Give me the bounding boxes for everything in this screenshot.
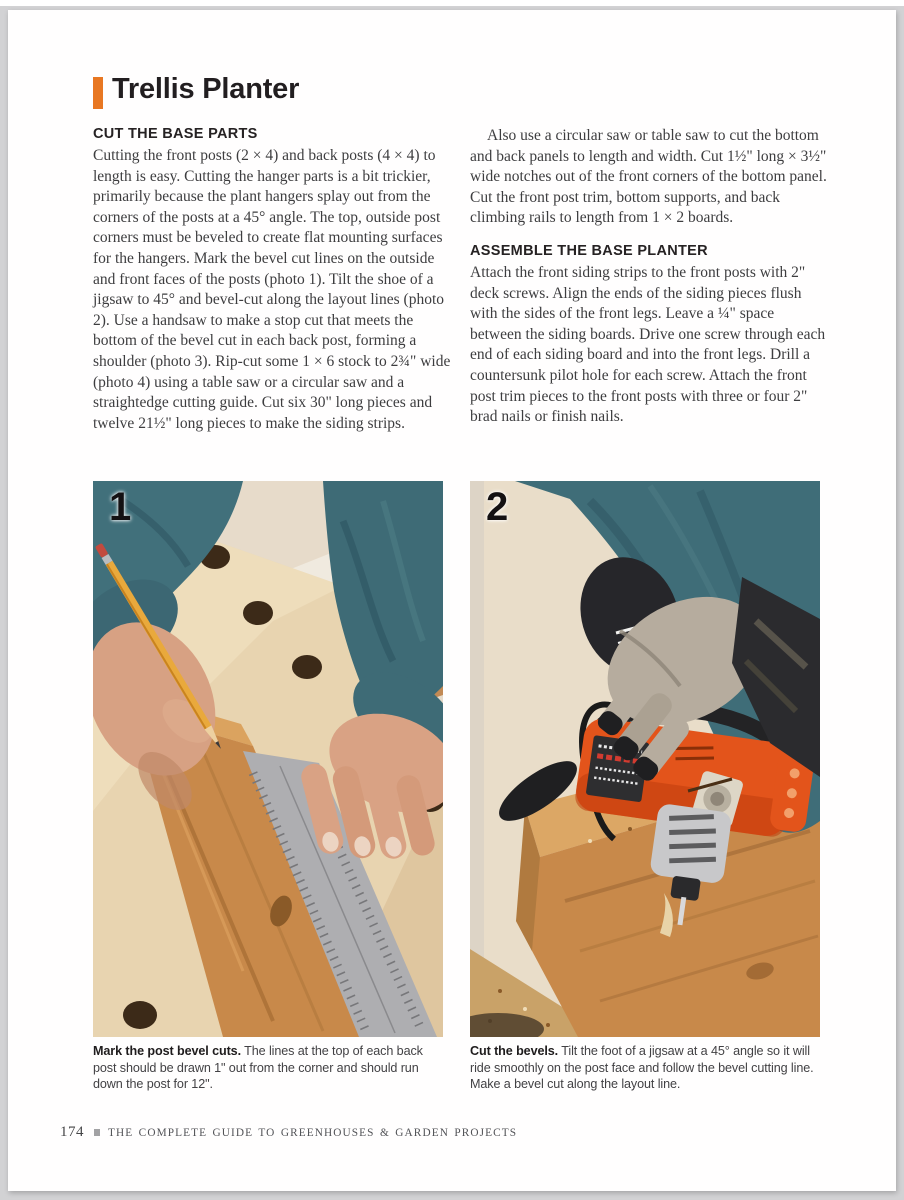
page-footer bbox=[60, 1124, 517, 1141]
left-column bbox=[93, 126, 452, 434]
caption-2-text: Tilt the foot of a jigsaw at a 45° angle so it will ride smoothly on the post face and follow the bevel cutting line. Make a bevel cut along the layout line. bbox=[470, 1044, 814, 1092]
section-heading-assemble: ASSEMBLE THE BASE PLANTER bbox=[470, 242, 708, 259]
caption-1-text: The lines at the top of each back post should be drawn 1" out from the corner and should run down the post for 12". bbox=[93, 1044, 423, 1092]
section-heading-cut: CUT THE BASE PARTS bbox=[93, 126, 258, 142]
photo-2-illustration bbox=[470, 481, 820, 1037]
page-number: 174 bbox=[60, 1124, 84, 1140]
photo-1-illustration bbox=[93, 481, 443, 1037]
caption-photo-2 bbox=[470, 1043, 823, 1093]
title-accent-bar bbox=[93, 77, 103, 109]
photo-number-1: 1 bbox=[109, 485, 132, 529]
caption-photo-1 bbox=[93, 1043, 446, 1093]
footer-square-bullet bbox=[94, 1129, 100, 1136]
page-title: Trellis Planter bbox=[112, 73, 300, 105]
right-column bbox=[470, 126, 829, 428]
book-page bbox=[8, 10, 896, 1191]
footer-book-title: THE COMPLETE GUIDE TO GREENHOUSES & GARDEN PROJECTS bbox=[108, 1126, 518, 1139]
caption-1-lead: Mark the post bevel cuts. bbox=[93, 1044, 241, 1058]
photo-number-2: 2 bbox=[486, 485, 509, 529]
photo-jigsaw-bevel bbox=[470, 481, 820, 1037]
paragraph-assemble: Attach the front siding strips to the front posts with 2" deck screws. Align the ends of the siding pieces flush with the sides of the front legs. Leave a ¼" space between the siding boards. Drive one screw through each end of each siding board and into the front legs. Drill a countersunk pilot hole for each screw. Attach the front post trim pieces to the front posts with three or four 2" brad nails or finish nails. bbox=[470, 263, 826, 426]
paragraph-continuation: Also use a circular saw or table saw to cut the bottom and back panels to length and width. Cut 1½" long × 3½" wide notches out of the front corners of the bottom panel. Cut the front post trim, bottom supports, and back climbing rails to length from 1 × 2 boards. bbox=[470, 127, 827, 227]
caption-2-lead: Cut the bevels. bbox=[470, 1044, 559, 1058]
photo-marking-post bbox=[93, 481, 443, 1037]
paragraph-cut: Cutting the front posts (2 × 4) and back posts (4 × 4) to length is easy. Cutting the hanger parts is a bit trickier, primarily because the plant hangers splay out from the corners of the posts at a 45° angle. The top, outside post corners must be beveled to create flat mounting surfaces for the hangers. Mark the bevel cut lines on the outside and front faces of the posts (photo 1). Tilt the shoe of a jigsaw to 45° and bevel-cut along the layout lines (photo 2). Use a handsaw to make a stop cut that meets the bottom of the bevel cut in each back post, forming a shoulder (photo 3). Rip-cut some 1 × 6 stock to 2¾" wide (photo 4) using a table saw or a circular saw and a straightedge cutting guide. Cut six 30" long pieces and twelve 21½" long pieces to make the siding strips. bbox=[93, 147, 451, 432]
